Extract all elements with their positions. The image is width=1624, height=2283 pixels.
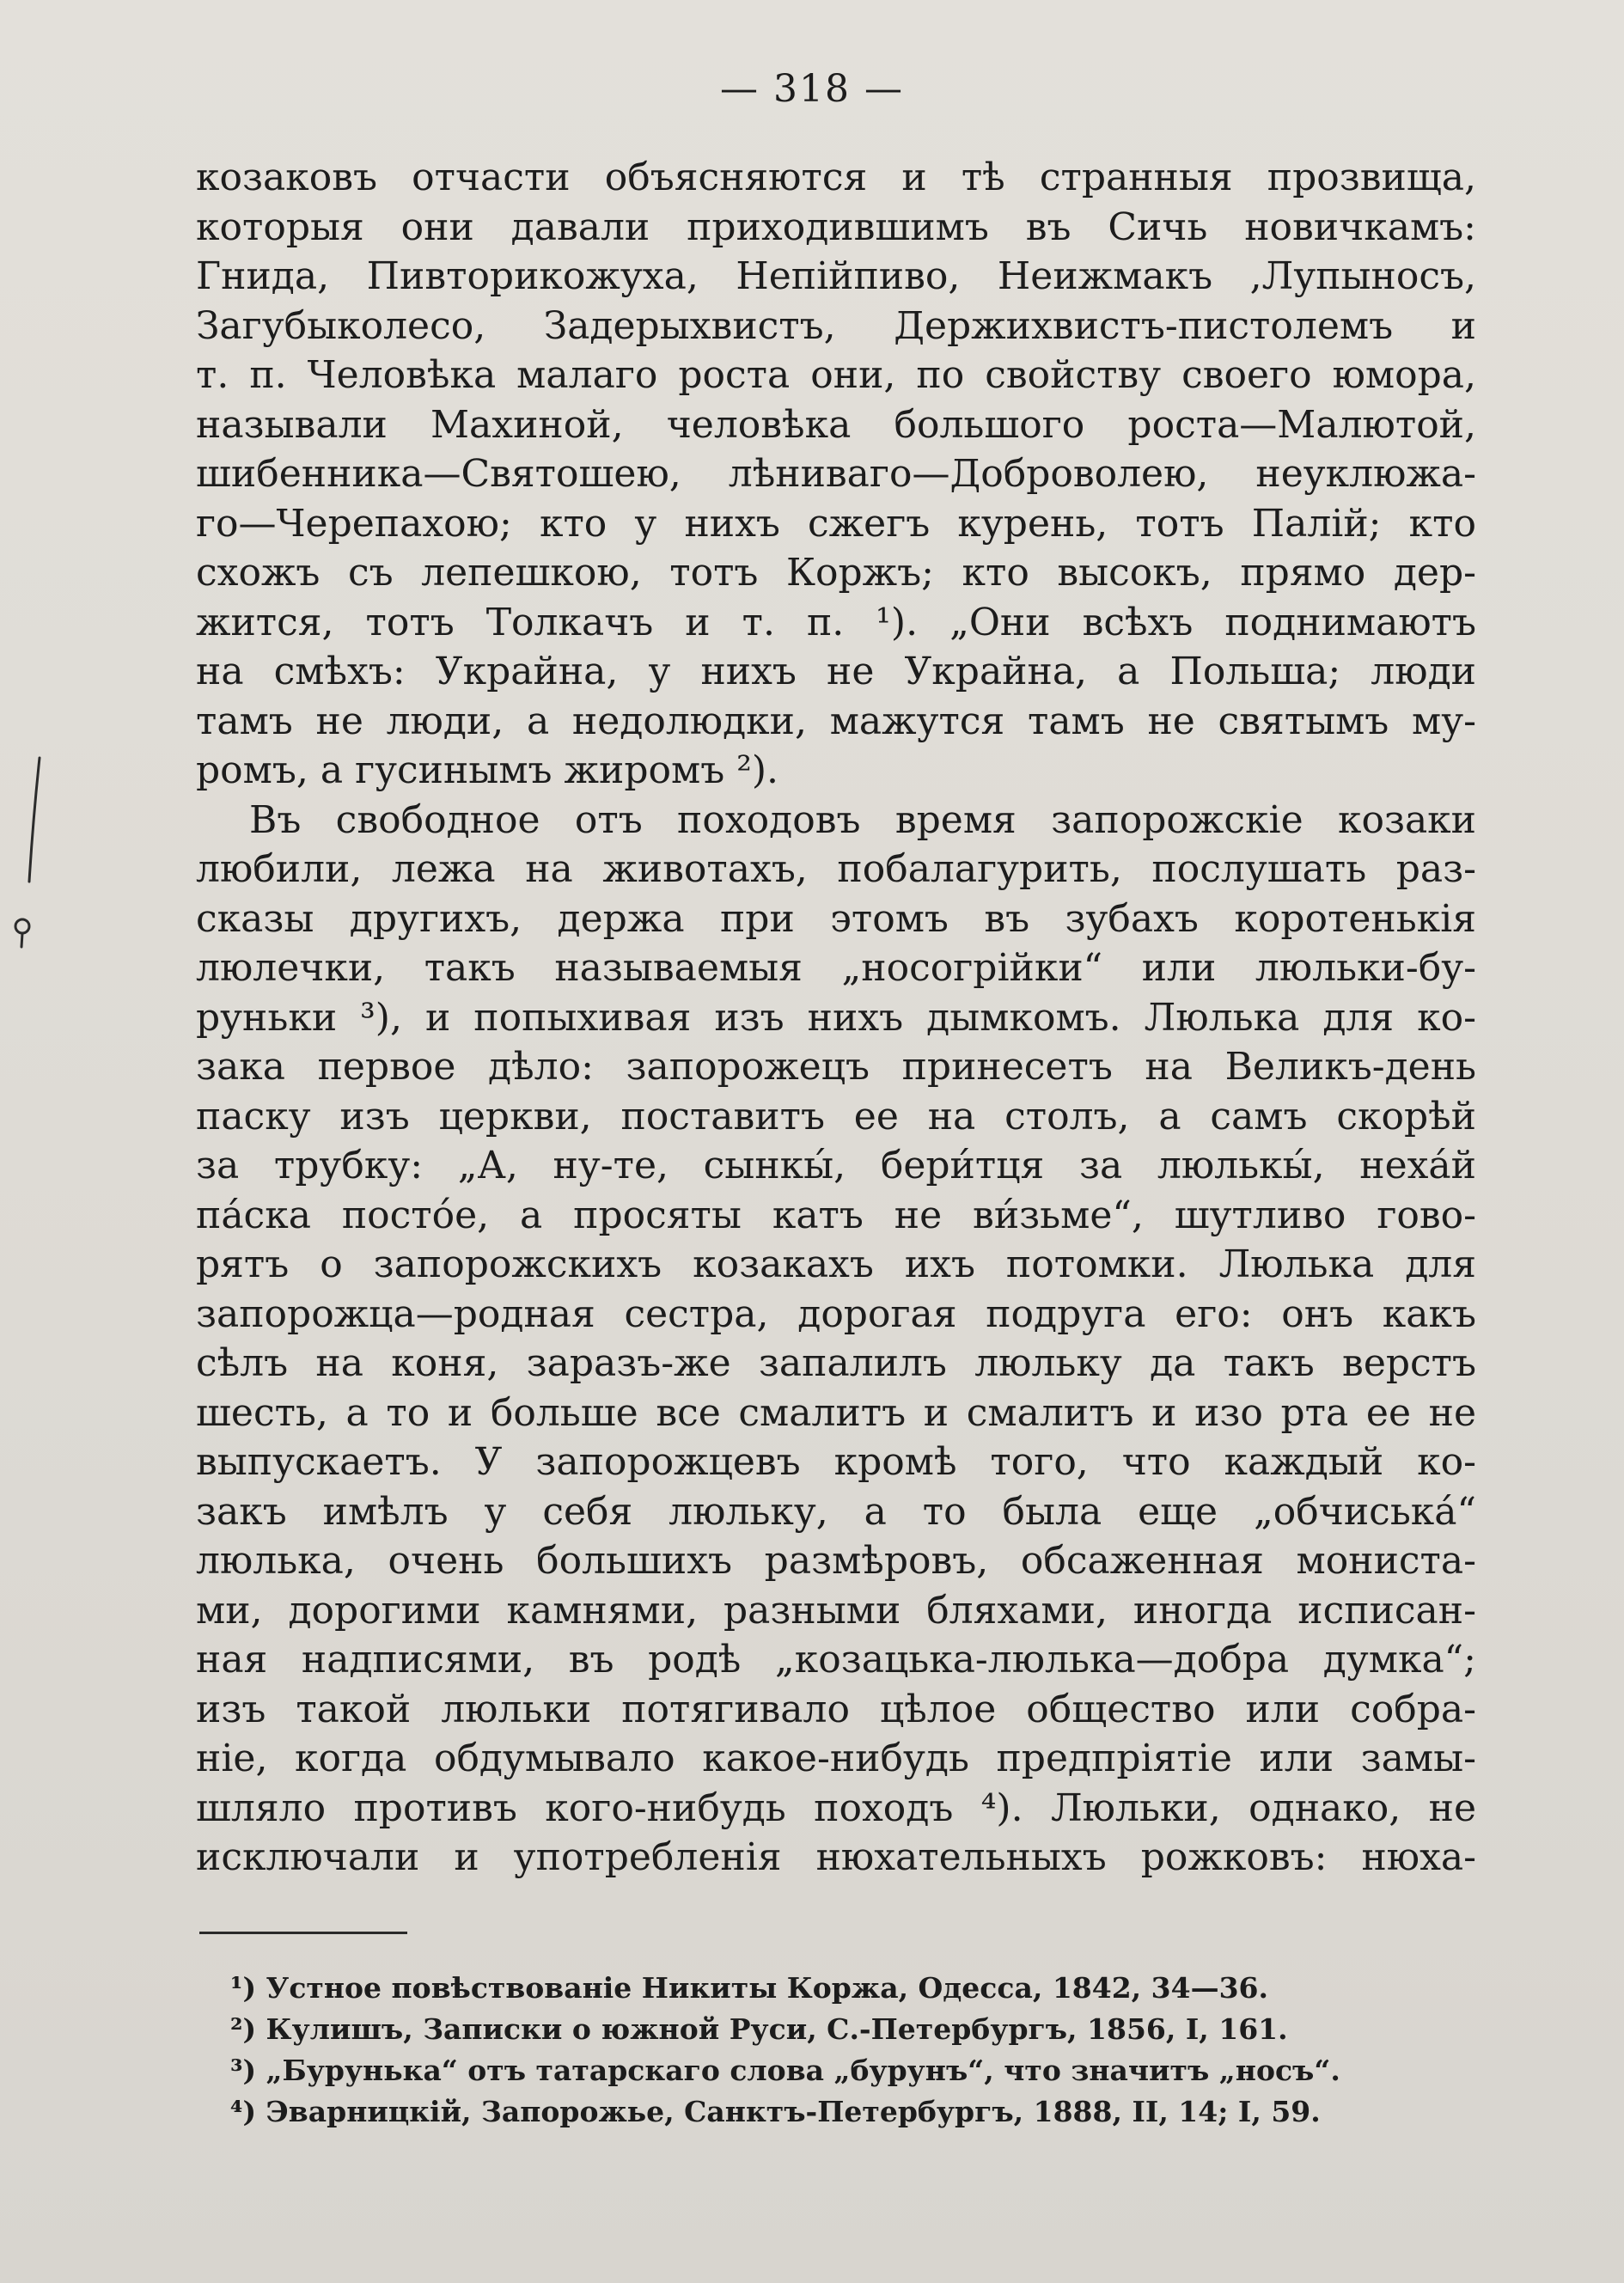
text-line: т. п. Человѣка малаго роста они, по свойству своего юмора,	[196, 353, 1476, 397]
text-line: сказы другихъ, держа при этомъ въ зубахъ коротенькія	[196, 896, 1476, 941]
text-line: тамъ не люди, а недолюдки, мажутся тамъ не святымъ му-	[196, 699, 1476, 743]
text-line: шибенника—Святошею, лѣниваго—Доброволею, неуклюжа-	[196, 452, 1476, 496]
text-line: запорожца—родная сестра, дорогая подруга его: онъ какъ	[196, 1291, 1476, 1336]
text-line: зака первое дѣло: запорожецъ принесетъ на Великъ-день	[196, 1045, 1476, 1089]
footnote-divider	[199, 1932, 407, 1934]
text-line: люлечки, такъ называемыя „носогрійки“ или люльки-бу-	[196, 946, 1476, 990]
text-line: выпускаетъ. У запорожцевъ кромѣ того, что каждый ко-	[196, 1440, 1476, 1484]
text-line: го—Черепахою; кто у нихъ сжегъ курень, тотъ Палій; кто	[196, 501, 1476, 546]
footnote: ³) „Бурунька“ отъ татарскаго слова „бурунъ“, что значитъ „носъ“.	[230, 2054, 1340, 2087]
text-line: исключали и употребленія нюхательныхъ рожковъ: нюха-	[196, 1835, 1476, 1879]
text-line: шляло противъ кого-нибудь походъ ⁴). Люльки, однако, не	[196, 1786, 1476, 1830]
page-number: — 318 —	[720, 67, 904, 111]
text-line: на смѣхъ: Украйна, у нихъ не Украйна, а Польша; люди	[196, 650, 1476, 693]
text-line: люлька, очень большихъ размѣровъ, обсаженная мониста-	[196, 1539, 1476, 1583]
text-line: называли Махиной, человѣка большого роста—Малютой,	[196, 402, 1476, 447]
footnote: ⁴) Эварницкій, Запорожье, Санктъ-Петербургъ, 1888, II, 14; I, 59.	[230, 2095, 1321, 2128]
text-line: сѣлъ на коня, заразъ-же запалилъ люльку да такъ верстъ	[196, 1341, 1476, 1385]
text-line: козаковъ отчасти объясняются и тѣ странныя прозвища,	[196, 156, 1476, 199]
text-line: рятъ о запорожскихъ козакахъ ихъ потомки. Люлька для	[196, 1242, 1476, 1286]
text-line: паску изъ церкви, поставитъ ее на столъ, а самъ скорѣй	[196, 1094, 1476, 1138]
footnotes	[230, 1968, 1433, 2133]
body-text	[196, 153, 1476, 1883]
text-line: ніе, когда обдумывало какое-нибудь предпріятіе или замы-	[196, 1737, 1476, 1780]
text-line: па́ска постóе, а просяты катъ не ви́зьме“, шутливо гово-	[196, 1193, 1476, 1237]
footnote: ¹) Устное повѣствованіе Никиты Коржа, Одесса, 1842, 34—36.	[230, 1971, 1268, 2005]
margin-pencil-mark	[24, 756, 46, 885]
text-line: которыя они давали приходившимъ въ Сичь новичкамъ:	[196, 204, 1476, 249]
text-line: любили, лежа на животахъ, побалагурить, послушать раз-	[196, 847, 1476, 891]
text-line: Въ свободное отъ походовъ время запорожскіе козаки	[249, 797, 1476, 842]
text-line: ромъ, а гусинымъ жиромъ ²).	[196, 748, 778, 792]
text-line: жится, тотъ Толкачъ и т. п. ¹). „Они всѣхъ поднимаютъ	[196, 600, 1476, 644]
text-line: ная надписями, въ родѣ „козацька-люлька—добра думка“;	[196, 1638, 1476, 1682]
text-line: Гнида, Пивторикожуха, Непійпиво, Неижмакъ ,Лупыносъ,	[196, 254, 1476, 298]
footnote: ²) Кулишъ, Записки о южной Руси, С.-Петербургъ, 1856, I, 161.	[230, 2012, 1288, 2046]
text-line: руньки ³), и попыхивая изъ нихъ дымкомъ. Люлька для ко-	[196, 995, 1476, 1040]
text-line: изъ такой люльки потягивало цѣлое общество или собра-	[196, 1687, 1476, 1731]
text-line: ми, дорогими камнями, разными бляхами, иногда исписан-	[196, 1588, 1476, 1633]
text-line: за трубку: „А, ну-те, сынкы́, бери́тця за люлькы́, неха́й	[196, 1144, 1476, 1187]
text-line: шесть, а то и больше все смалитъ и смалитъ и изо рта ее не	[196, 1390, 1476, 1435]
margin-pencil-circle	[7, 911, 38, 954]
text-line: Загубыколесо, Задерыхвистъ, Держихвистъ-пистолемъ и	[196, 303, 1476, 348]
text-line: схожъ съ лепешкою, тотъ Коржъ; кто высокъ, прямо дер-	[196, 551, 1476, 595]
text-line: закъ имѣлъ у себя люльку, а то была еще „обчиська́“	[196, 1489, 1476, 1534]
